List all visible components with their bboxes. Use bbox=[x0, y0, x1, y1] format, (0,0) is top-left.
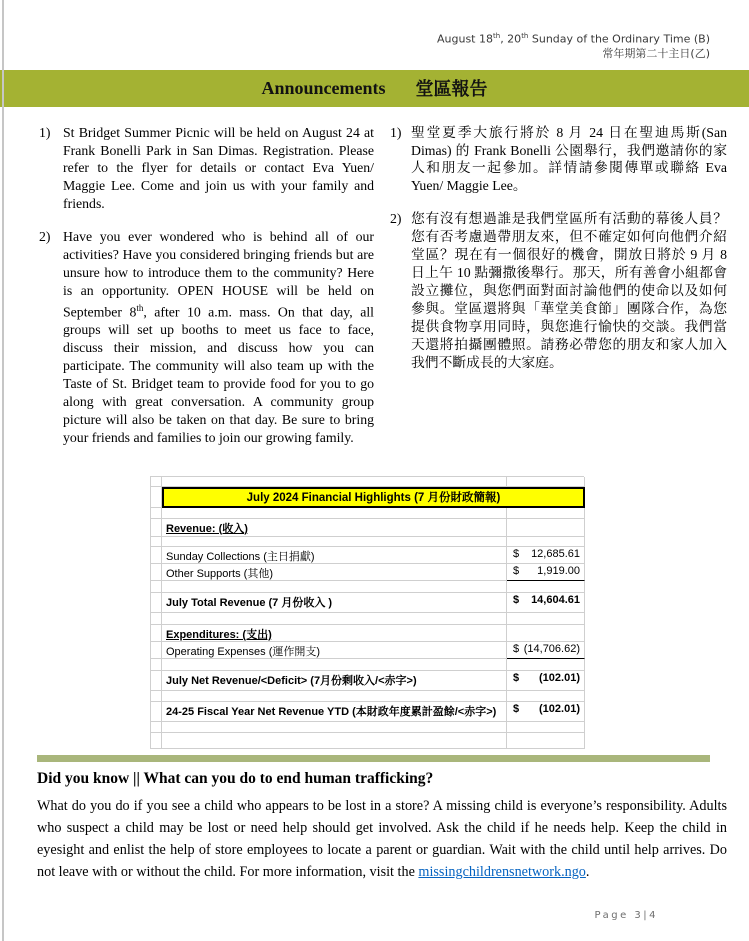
missing-children-link[interactable]: missingchildrensnetwork.ngo bbox=[418, 863, 586, 880]
list-number: 2) bbox=[390, 211, 402, 227]
trafficking-section bbox=[37, 770, 727, 883]
currency-symbol: $ bbox=[513, 564, 520, 577]
table-row bbox=[151, 613, 584, 625]
trafficking-heading: Did you know || What can you do to end human trafficking? bbox=[37, 769, 434, 787]
row-label: Sunday Collections (主日捐獻) bbox=[162, 547, 507, 564]
table-title-row bbox=[151, 487, 584, 508]
amount: (102.01) bbox=[539, 671, 580, 684]
currency-symbol: $ bbox=[513, 593, 520, 606]
page-number: Page 3|4 bbox=[594, 910, 658, 921]
table-row bbox=[151, 581, 584, 593]
banner-title-zh: 堂區報告 bbox=[415, 79, 488, 100]
date-part: Sunday of the Ordinary Time (B) bbox=[528, 32, 710, 46]
financial-table bbox=[150, 476, 584, 749]
text-part: . bbox=[585, 863, 590, 880]
total-revenue-row bbox=[151, 593, 584, 613]
trafficking-body bbox=[37, 795, 727, 883]
date-line bbox=[0, 29, 710, 47]
table-row bbox=[151, 477, 584, 487]
row-label: Operating Expenses (運作開支) bbox=[162, 642, 507, 659]
table-row bbox=[151, 691, 584, 702]
net-revenue-row bbox=[151, 671, 584, 691]
table-row bbox=[151, 508, 584, 519]
list-item bbox=[390, 210, 727, 371]
row-label: Other Supports (其他) bbox=[162, 564, 507, 581]
table-row bbox=[151, 733, 584, 749]
list-number: 2) bbox=[39, 229, 51, 245]
sunday-collections-row bbox=[151, 547, 584, 564]
date-line-chinese: 常年期第二十主日(乙) bbox=[602, 46, 710, 60]
table-title: July 2024 Financial Highlights (7 月份財政簡報) bbox=[162, 487, 585, 508]
announcement-text: St Bridget Summer Picnic will be held on August 24 at Frank Bonelli Park in San Dimas. Registration. Please refer to the flyer for details or contact Eva Yuen/ Maggie Lee. Come and join us with your family and friends. bbox=[63, 124, 374, 212]
operating-expenses-row bbox=[151, 642, 584, 659]
currency-symbol: $ bbox=[513, 671, 520, 684]
announcements-chinese-column bbox=[390, 124, 727, 462]
list-item bbox=[37, 124, 374, 214]
superscript: th bbox=[136, 302, 144, 313]
page-header bbox=[0, 0, 749, 61]
revenue-section-label: Revenue: (收入) bbox=[166, 522, 248, 535]
list-item bbox=[390, 124, 727, 196]
amount: (14,706.62) bbox=[523, 642, 580, 655]
announcements-columns bbox=[37, 124, 727, 462]
amount: 14,604.61 bbox=[531, 593, 580, 606]
banner-title-en: Announcements bbox=[261, 77, 386, 98]
row-label: July Total Revenue (7 月份收入 ) bbox=[162, 593, 507, 613]
text-part: What do you do if you see a child who appears to be lost in a store? A missing child is everyone’s responsibility. Adults who suspect a child may be lost or need help should get involved. Ask the child if he needs help. Keep the child in eyesight and enlist the help of store employees to locate a parent or guardian. Wait with the child until help arrives. Do not leave with or without the child. For more information, visit the bbox=[37, 797, 727, 880]
row-label: July Net Revenue/<Deficit> (7月份剩收入/<赤字>) bbox=[162, 671, 507, 691]
superscript: th bbox=[493, 32, 501, 40]
list-item bbox=[37, 228, 374, 446]
date-part: August 18 bbox=[437, 32, 493, 46]
announcement-text bbox=[63, 228, 374, 446]
revenue-section-row bbox=[151, 519, 584, 537]
list-number: 1) bbox=[390, 124, 402, 140]
amount: 12,685.61 bbox=[531, 547, 580, 560]
amount: (102.01) bbox=[539, 702, 580, 715]
announcement-text: 您有沒有想過誰是我們堂區所有活動的幕後人員？您有否考慮過帶朋友來，但不確定如何向他們介紹堂區？現在有一個很好的機會，開放日將於 9 月 8 日上午 10 點彌撒後舉行。那天，所有善會小組都會設立攤位，與您們面對面討論他們的使命以及如何參與。堂區還將與「華堂美食節」團隊合作，為您提供食物享用同時，與您進行愉快的交談。我們當天還將拍攝團體照。請務必帶您的朋友和家人加入我們不斷成長的大家庭。 bbox=[411, 211, 727, 370]
list-number: 1) bbox=[39, 124, 51, 140]
fiscal-ytd-row bbox=[151, 702, 584, 722]
table-row bbox=[151, 537, 584, 547]
section-divider bbox=[37, 755, 710, 762]
table-row bbox=[151, 722, 584, 733]
announcements-english-column bbox=[37, 124, 374, 462]
page-edge-line bbox=[2, 0, 4, 941]
row-label: 24-25 Fiscal Year Net Revenue YTD (本財政年度累計盈餘/<赤字>) bbox=[162, 702, 507, 722]
other-supports-row bbox=[151, 564, 584, 581]
amount: 1,919.00 bbox=[537, 564, 580, 577]
currency-symbol: $ bbox=[513, 702, 520, 715]
date-part: , 20 bbox=[500, 32, 522, 46]
expenditures-section-label: Expenditures: (支出) bbox=[166, 628, 272, 641]
table-row bbox=[151, 659, 584, 671]
superscript: th bbox=[521, 32, 529, 40]
announcement-text: 聖堂夏季大旅行將於 8 月 24 日在聖迪馬斯(San Dimas) 的 Frank Bonelli 公園舉行，我們邀請你的家人和朋友一起參加。詳情請參閱傳單或聯絡 Eva Yuen/ Maggie Lee。 bbox=[411, 124, 727, 194]
currency-symbol: $ bbox=[513, 642, 520, 655]
announcements-banner bbox=[0, 70, 749, 107]
text-part: Have you ever wondered who is behind all of our activities? Have you considered bringing friends but are unsure how to introduce them to the community? Here is an opportunity. OPEN HOUSE will be held on September 8 bbox=[63, 229, 374, 320]
text-part: , after 10 a.m. mass. On that day, all groups will set up booths to meet us face to face, discuss their mission, and discuss how you can participate. The community will also team up with the Taste of St. Bridget team to provide food for you to go along with great conversation. A community group picture will also be taken on that day. Be sure to bring your friends and families to join our growing family. bbox=[63, 304, 374, 445]
expenditures-section-row bbox=[151, 625, 584, 642]
currency-symbol: $ bbox=[513, 547, 520, 560]
